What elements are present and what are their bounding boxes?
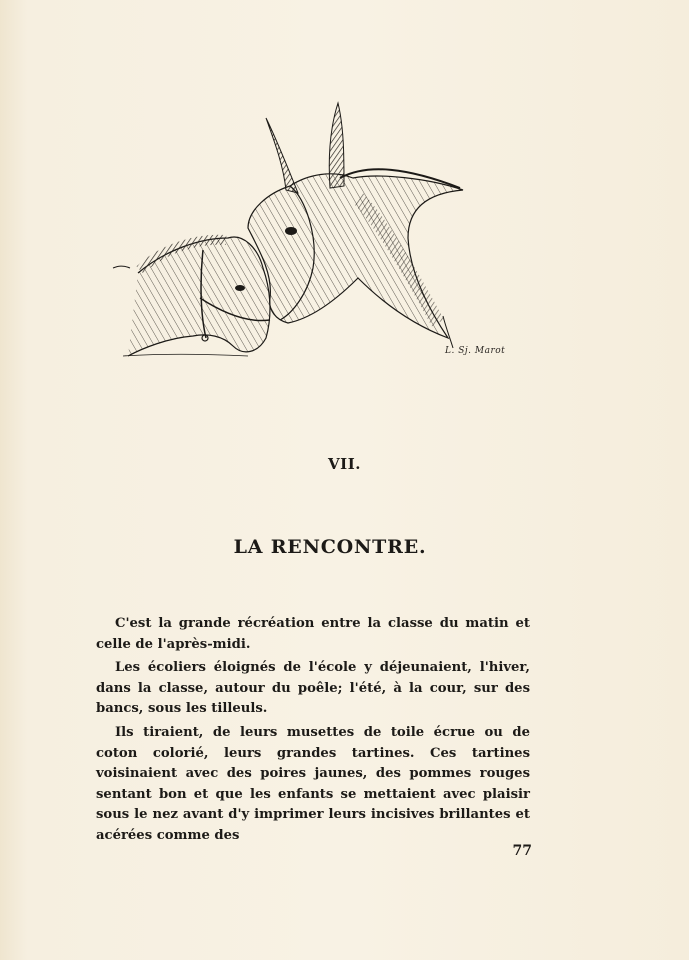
page-number: 77 — [512, 843, 532, 859]
illustrator-signature: L. Sj. Marot — [445, 346, 506, 356]
paragraph: Ils tiraient, de leurs musettes de toile écrue ou de coton colorié, leurs grandes tartines. Ces tartines voisinaient avec des poires jaunes, des pommes rouges sentant bon et que les enfants se mettaient avec plaisir sous le nez avant d'y imprimer leurs incisives brillantes et acérées comme des — [96, 724, 530, 843]
chapter-number: VII. — [328, 455, 361, 473]
donkey-illustration — [108, 98, 528, 368]
paragraph: Les écoliers éloignés de l'école y déjeunaient, l'hiver, dans la classe, autour du poêle; l'été, à la cour, sur des bancs, sous les tilleuls. — [96, 660, 530, 717]
chapter-title: LA RENCONTRE. — [233, 536, 427, 558]
body-text — [96, 614, 530, 850]
paragraph: C'est la grande récréation entre la classe du matin et celle de l'après-midi. — [96, 616, 530, 652]
